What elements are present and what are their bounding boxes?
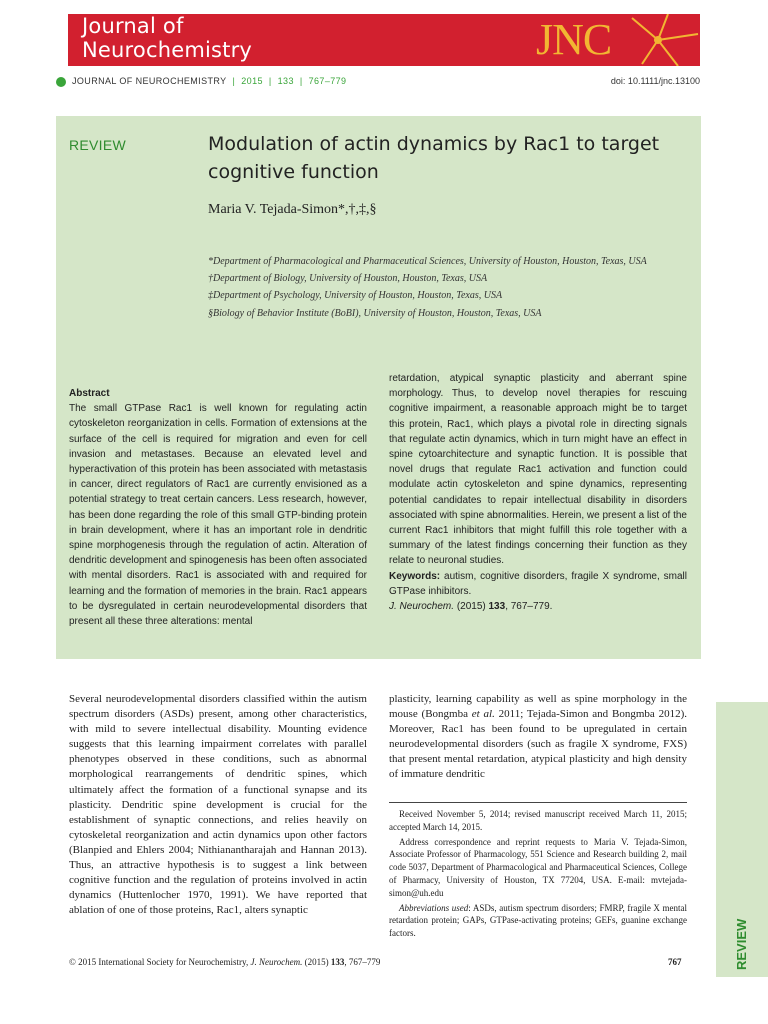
meta-journal: JOURNAL OF NEUROCHEMISTRY: [72, 76, 227, 86]
footnote-abbreviations: [389, 902, 687, 940]
affiliation-item: ‡Department of Psychology, University of Houston, Houston, Texas, USA: [208, 290, 503, 302]
article-title: Modulation of actin dynamics by Rac1 to target cognitive function: [208, 133, 660, 183]
footnote-correspondence: Address correspondence and reprint requests to Maria V. Tejada-Simon, Associate Professor of Pharmacology, 551 Science and Research building 2, mail code 5037, Department of Pharmacological and Pharmaceutical Sciences, College of Pharmacy, University of Houston, TX 77204, USA. E-mail: mvtejada-simon@uh.edu: [389, 836, 687, 898]
citation-year: (2015): [456, 601, 486, 613]
body-etal: et al.: [471, 708, 495, 721]
journal-meta-line: JOURNAL OF NEUROCHEMISTRY | 2015 | 133 | 767–779: [72, 76, 347, 86]
abbrev-text: : ASDs, autism spectrum disorders; FMRP, fragile X mental retardation protein; GAPs, GTPase-activating proteins; GEFs, guanine exchange factors.: [389, 902, 687, 939]
article-author: Maria V. Tejada-Simon*,†,‡,§: [208, 202, 377, 217]
footer-pages: , 767–779: [344, 957, 381, 967]
body-text-right-b: 2011; Tejada-Simon and Bongmba 2012). Moreover, Rac1 has been found to be upregulated in certain neurodevelopmental disorders (such as fragile X syndrome, FXS) that present mental retardation, atypical plasticity and high density of immature dendritic: [389, 708, 687, 781]
footer-volume: 133: [330, 957, 345, 967]
body-text-left: Several neurodevelopmental disorders classified within the autism spectrum disorders (ASDs) present, among other characteristics, with mild to severe intellectual disability. Mounting evidence suggests that this learning impairment correlates with parallel phenotypes observed in these conditions, such as abnormal morphological rearrangements of dendritic spines, which ultimately affect the formation of a functional synapse and its plasticity. Dendritic spine development is crucial for the establishment of synaptic connections, and relies heavily on cytoskeletal reorganization and actin dynamics upon other factors (Blanpied and Ehlers 2004; Nithianantharajah and Hannan 2013). Thus, an attractive hypothesis is to suggest a link between cognitive function and the regulation of proteins involved in actin dynamics (Huttenlocher 1970, 1991). We have reported that ablation of one of those proteins, Rac1, alters synaptic: [69, 693, 367, 917]
footer-journal: J. Neurochem.: [250, 957, 303, 967]
citation-volume: 133: [488, 601, 506, 613]
journal-name: [82, 14, 252, 62]
footer-copyright-text: © 2015 International Society for Neurochemistry,: [69, 957, 249, 967]
footer-year: (2015): [304, 957, 329, 967]
keywords-text: autism, cognitive disorders, fragile X syndrome, small GTPase inhibitors.: [389, 570, 687, 597]
citation-pages: , 767–779.: [505, 601, 553, 613]
page-number: 767: [668, 957, 682, 967]
abstract-citation: [389, 599, 687, 614]
abbrev-label: Abbreviations used: [399, 902, 469, 913]
journal-name-line2: Neurochemistry: [82, 38, 253, 62]
neuron-star-icon: [628, 14, 700, 66]
footnote-divider: [389, 802, 687, 803]
body-text-right: [389, 692, 687, 783]
keywords: [389, 569, 687, 599]
abstract-text-left: The small GTPase Rac1 is well known for regulating actin cytoskeleton reorganization in cells. Formation of extensions at the surface of the cell is required for migration and even for cell invasion and metastases. Because an elevated level and hyperactivation of this protein has been associated with metastasis in cancer, direct regulators of Rac1 are currently envisioned as a potential strategy to treat certain cancers. Less research, however, has been done regarding the role of this small GTP-binding protein in brain development, where it has an important role in dendritic spine morphogenesis through the regulation of actin. Alteration of dendritic development and spinogenesis has been often associated with mental disorders. Rac1 is associated with and required for learning and the formation of memories in the brain. Rac1 appears to be dysregulated in certain neurodevelopmental disorders that present all these three alterations: mental: [69, 403, 367, 628]
affiliation-item: *Department of Pharmacological and Pharmaceutical Sciences, University of Houston, Houston, Texas, USA: [208, 256, 647, 267]
meta-year: 2015: [241, 76, 263, 86]
footnotes: [389, 808, 687, 942]
abstract-heading: Abstract: [69, 388, 110, 399]
abstract-text-right: retardation, atypical synaptic plasticity and aberrant spine morphology. Thus, to develop novel therapies for rescuing cognitive impairment, a reasonable approach might be to target this protein, Rac1, which plays a pivotal role in directing signals that regulate actin dynamics, which in turn might have an effect in spine cytoarchitecture and synaptic function. It is possible that novel drugs that regulate Rac1 activation and function could modulate actin cytoskeleton and spine dynamics, representing potential candidates to repair intellectual disability in disorders associated with spine abnormalities. Herein, we present a list of the current Rac1 inhibitors that might fulfill this role together with a summary of the latest findings concerning their function as they relate to neuronal studies.: [389, 373, 687, 567]
journal-name-line1: Journal of: [82, 14, 184, 38]
keywords-label: Keywords:: [389, 570, 441, 582]
footer-copyright: [69, 957, 380, 967]
author-affiliations: [208, 253, 678, 322]
citation-journal: J. Neurochem.: [389, 601, 455, 613]
affiliation-item: §Biology of Behavior Institute (BoBI), University of Houston, Houston, Texas, USA: [208, 307, 542, 319]
meta-volume: 133: [277, 76, 294, 86]
body-text-right-a: plasticity, learning capability as well as spine morphology in the mouse (Bongmba: [389, 693, 687, 721]
doi-link[interactable]: doi: 10.1111/jnc.13100: [610, 76, 700, 86]
meta-pages: 767–779: [308, 76, 347, 86]
abstract-right-column: [389, 371, 687, 614]
article-type-label: REVIEW: [69, 137, 127, 153]
jnc-logo: JNC: [536, 15, 612, 64]
journal-dot-icon: [56, 77, 66, 87]
footnote-received: Received November 5, 2014; revised manuscript received March 11, 2015; accepted March 14, 2015.: [389, 809, 687, 832]
abstract-left-column: [69, 386, 367, 629]
affiliation-item: †Department of Biology, University of Houston, Houston, Texas, USA: [208, 273, 488, 285]
side-tab-label: REVIEW: [734, 918, 749, 970]
